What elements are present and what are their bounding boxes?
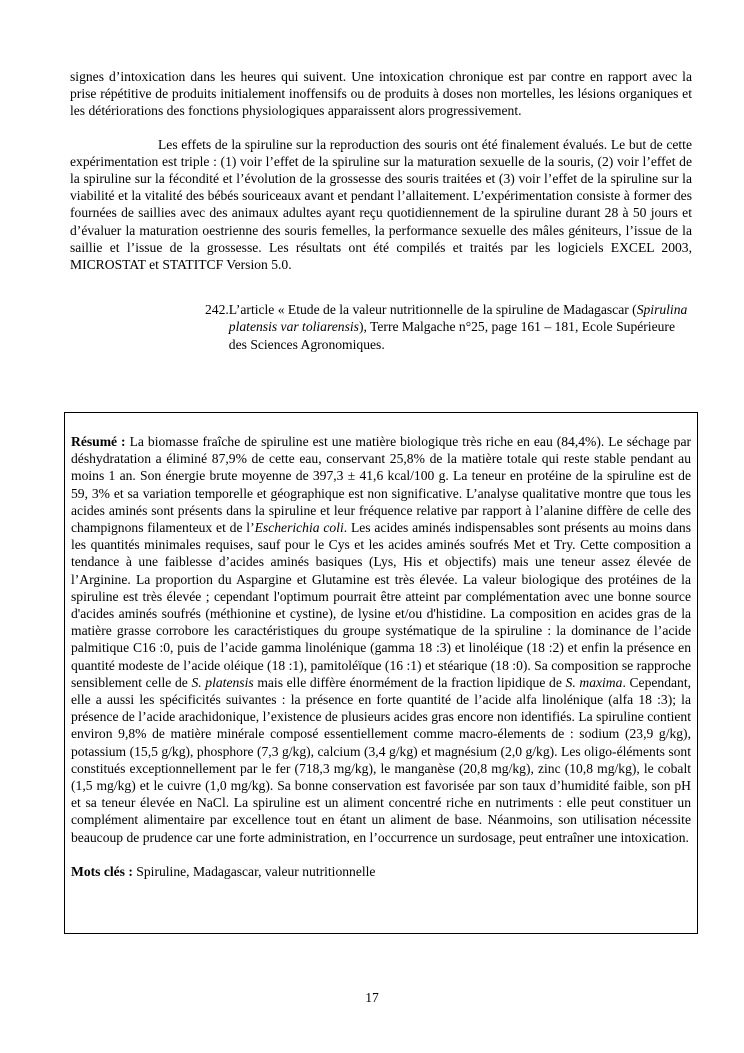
abstract-part4: . Cependant, elle a aussi les spécificités suivantes : la présence en forte quantité de l’acide alfa linolénique (alfa 18 :3); la présence de l’acide arachidonique, l’existence de plusieurs acides gras encore non identifiés. La spiruline contient environ 9,8% de matière minérale composé essentiellement comme macro-élements de : sodium (23,9 g/kg), potassium (15,5 g/kg), phosphore (7,3 g/kg), calcium (3,4 g/kg) et magnésium (2,0 g/kg). Les oligo-éléments sont constitués exceptionnellement par le fer (718,3 mg/kg), le manganèse (20,8 mg/kg), zinc (10,8 mg/kg), le cobalt (1,5 mg/kg) et le cuivre (1,0 mg/kg). Sa bonne conservation est favorisée par son taux d’humidité faible, son pH et sa teneur élevée en NaCl. La spiruline est un aliment concentré riche en nutriments : elle peut constituer un complément alimentaire par excellence tout en étant un aliment de base. Néanmoins, son utilisation nécessite beaucoup de prudence car une forte administration, en l’occurrence un surdosage, peut entraîner une intoxication. — [71, 674, 692, 845]
keywords-line — [71, 863, 691, 880]
intro-paragraph: signes d’intoxication dans les heures qui suivent. Une intoxication chronique est par contre en rapport avec la prise répétitive de produits initialement inoffensifs ou de produits à doses non mortelles, les lésions organiques et les détériorations des fonctions physiologiques apparaissent alors progressivement. — [70, 69, 692, 119]
page-number: 17 — [365, 990, 379, 1005]
abstract-label: Résumé : — [71, 434, 126, 449]
abstract-part1: La biomasse fraîche de spiruline est une matière biologique très riche en eau (84,4%). Le séchage par déshydratation a éliminé 87,9% de cette eau, conservant 25,8% de la matière totale qui reste stable pendant au moins 1 an. Son énergie brute moyenne de 397,3 ± 41,6 kcal/100 g. La teneur en protéine de la spiruline est de 59, 3% et sa variation temporelle et géographique est non significative. L’analyse qualitative montre que tous les acides aminés sont présents dans la spiruline et leur fréquence relative par rapport à l’alanine diffère de celle des champignons filamenteux et de l’ — [71, 434, 692, 536]
keywords-label: Mots clés : — [71, 863, 133, 879]
abstract-italic-maxima: S. maxima — [565, 674, 623, 690]
reference-species: Spirulina platensis var toliarensis — [228, 302, 688, 335]
reference-text-start: L’article « Etude de la valeur nutritionnelle de la spiruline de Madagascar ( — [228, 302, 637, 318]
abstract-part2: . Les acides aminés indispensables sont présents au moins dans les quantités minimales requises, sauf pour le Cys et les acides aminés soufrés Met et Try. Cette composition a tendance à une faiblesse d’acides aminés basiques (Lys, His et objectifs) mais une teneur assez élevée de l’Arginine. La proportion du Aspargine et Glutamine est très élevée. La valeur biologique des protéines de la spiruline est très élevée ; cependant l'optimum pourrait être atteint par complémentation avec une bonne source d'acides aminés soufrés (méthionine et cystine), de lysine et/ou d'histidine. La composition en acides gras de la matière grasse corrobore les caractéristiques du groupe systématique de la spiruline : la dominance de l’acide palmitique C16 :0, puis de l’acide gamma linolénique (gamma 18 :3) et linoléique (18 :2) et enfin la présence en quantité modeste de l’acide oléique (18 :1), pamitoléïque (16 :1) et stéarique (18 :0). Sa composition se rapproche sensiblement celle de — [71, 520, 691, 690]
methods-paragraph: Les effets de la spiruline sur la reproduction des souris ont été finalement évalués. Le but de cette expérimentation est triple : (1) voir l’effet de la spiruline sur la maturation sexuelle de la souris, (2) voir l’effet de la spiruline sur la fécondité et l’évolution de la grossesse des souris traitées et (3) voir l’effet de la spiruline sur la viabilité et la vitalité des bébés souriceaux avant et pendant l’allaitement. L’expérimentation consiste à former des fournées de saillies avec des animaux adultes ayant reçu quotidiennement de la spiruline durant 28 à 50 jours et d’évaluer la maturation oestrienne des souris femelles, la performance sexuelle des mâles géniteurs, l’issue de la saillie et l’issue de la grossesse. Les résultats ont été compilés et traités par les logiciels EXCEL 2003, MICROSTAT et STATITCF Version 5.0. — [70, 136, 692, 273]
reference-number: 242. — [205, 302, 229, 318]
reference-text — [229, 301, 692, 353]
abstract-part3: mais elle diffère énormément de la fraction lipidique de — [253, 674, 566, 690]
abstract-italic-ecoli: Escherichia coli — [254, 520, 344, 536]
reference-text-end: ), Terre Malgache n°25, page 161 – 181, Ecole Supérieure des Sciences Agronomiques. — [228, 319, 675, 352]
abstract-italic-platensis: S. platensis — [191, 674, 254, 690]
keywords-text: Spiruline, Madagascar, valeur nutritionnelle — [132, 863, 376, 879]
page-body — [70, 68, 692, 365]
abstract-paragraph — [71, 433, 691, 846]
reference-entry — [205, 301, 692, 353]
abstract-box — [64, 412, 698, 934]
